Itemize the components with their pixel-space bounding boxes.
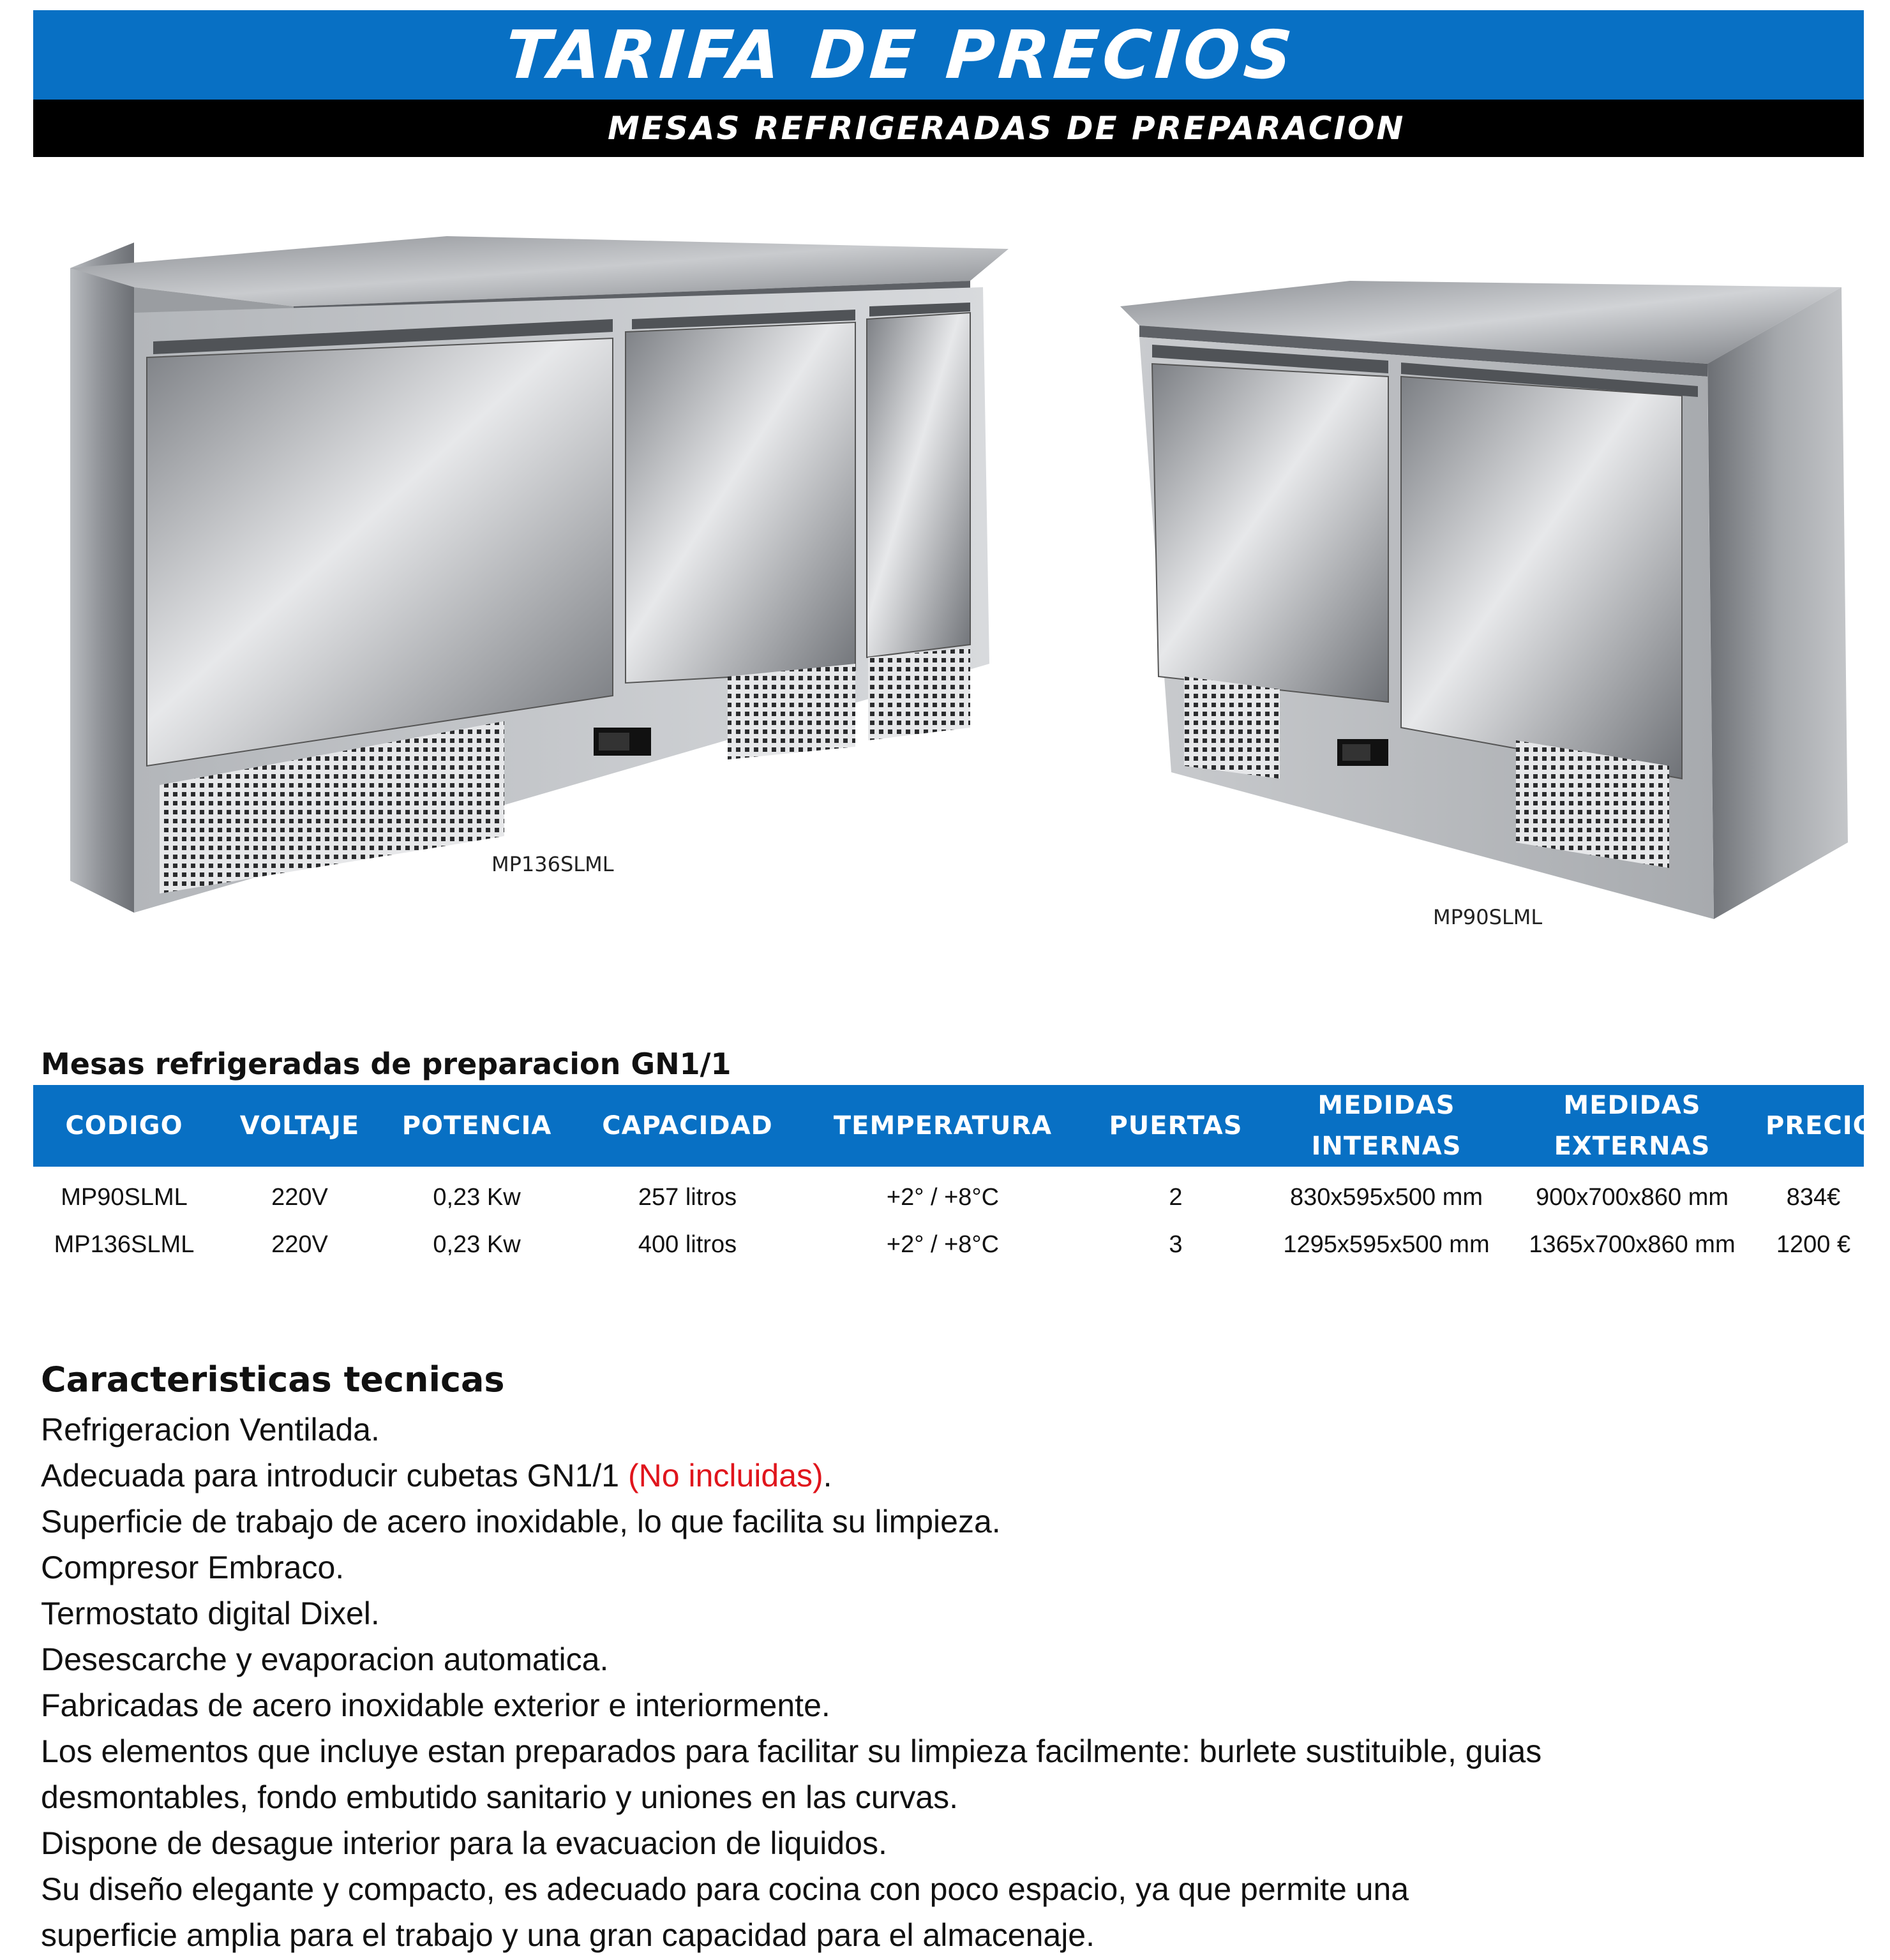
column-header-text: MEDIDAS [1317, 1091, 1455, 1120]
column-header [1501, 1085, 1763, 1167]
column-header-text: CAPACIDAD [602, 1111, 773, 1141]
feature-text: Adecuada para introducir cubetas GN1/1 [41, 1458, 628, 1493]
column-header [569, 1085, 806, 1167]
feature-line: Dispone de desague interior para la evacuacion de liquidos. [41, 1825, 887, 1861]
column-header-text: TEMPERATURA [833, 1111, 1053, 1141]
price-table [33, 1085, 1875, 1268]
column-header [1763, 1085, 1875, 1167]
feature-line: Termostato digital Dixel. [41, 1596, 380, 1631]
table-heading: Mesas refrigeradas de preparacion GN1/1 [41, 1047, 731, 1081]
feature-line: Su diseño elegante y compacto, es adecuado para cocina con poco espacio, ya que permite una [41, 1871, 1409, 1907]
table-cell: 400 litros [638, 1231, 737, 1258]
table-cell: 220V [271, 1231, 328, 1258]
column-header-text: INTERNAS [1311, 1132, 1462, 1161]
table-cell: MP136SLML [54, 1231, 195, 1258]
header-banner [33, 10, 1864, 100]
features-heading: Caracteristicas tecnicas [41, 1359, 505, 1400]
feature-line: Desescarche y evaporacion automatica. [41, 1642, 609, 1677]
feature-line: Compresor Embraco. [41, 1550, 345, 1585]
product-photo-three-door [64, 236, 1009, 932]
table-cell: 3 [1169, 1231, 1183, 1258]
feature-line: Superficie de trabajo de acero inoxidable, lo que facilita su limpieza. [41, 1504, 1001, 1539]
column-header-text: PUERTAS [1109, 1111, 1243, 1141]
feature-line: Los elementos que incluye estan preparados para facilitar su limpieza facilmente: burlete sustituible, guias [41, 1733, 1542, 1769]
feature-line: superficie amplia para el trabajo y una gran capacidad para el almacenaje. [41, 1917, 1095, 1953]
column-header [33, 1085, 215, 1167]
table-cell: 220V [271, 1183, 328, 1211]
feature-line [41, 1453, 1828, 1499]
table-cell: 257 litros [638, 1183, 737, 1211]
table-row [33, 1221, 1864, 1268]
product-photo-two-door [1120, 281, 1848, 925]
table-row [33, 1167, 1864, 1221]
column-header-text: MEDIDAS [1563, 1091, 1701, 1120]
table-cell: 1200 € [1776, 1231, 1851, 1258]
column-header-text: EXTERNAS [1554, 1132, 1711, 1161]
feature-text: . [823, 1458, 832, 1493]
table-cell: +2° / +8°C [886, 1231, 1000, 1258]
column-header [1271, 1085, 1501, 1167]
table-cell: 0,23 Kw [433, 1183, 521, 1211]
table-cell: 0,23 Kw [433, 1231, 521, 1258]
feature-line: Refrigeracion Ventilada. [41, 1412, 380, 1448]
model-label-three-door: MP136SLML [491, 852, 614, 876]
table-cell: 834€ [1786, 1183, 1841, 1211]
table-cell: 900x700x860 mm [1535, 1183, 1729, 1211]
page-subtitle: MESAS REFRIGERADAS DE PREPARACION [608, 110, 1406, 147]
features-list [41, 1407, 1828, 1958]
column-header [806, 1085, 1080, 1167]
column-header-text: CODIGO [65, 1111, 183, 1141]
model-label-two-door: MP90SLML [1433, 905, 1543, 929]
table-body [33, 1167, 1864, 1268]
column-header-text: VOLTAJE [239, 1111, 360, 1141]
table-cell: 830x595x500 mm [1289, 1183, 1483, 1211]
table-cell: 2 [1169, 1183, 1183, 1211]
feature-line: desmontables, fondo embutido sanitario y uniones en las curvas. [41, 1779, 958, 1815]
page-title: TARIFA DE PRECIOS [502, 16, 1298, 94]
table-cell: +2° / +8°C [886, 1183, 1000, 1211]
table-cell: 1365x700x860 mm [1529, 1231, 1736, 1258]
table-cell: MP90SLML [61, 1183, 188, 1211]
column-header-text: POTENCIA [401, 1111, 552, 1141]
feature-line: Fabricadas de acero inoxidable exterior e interiormente. [41, 1687, 830, 1723]
column-header [1080, 1085, 1271, 1167]
subtitle-banner [33, 100, 1864, 157]
column-header [384, 1085, 569, 1167]
column-header [215, 1085, 384, 1167]
table-header-row [33, 1085, 1864, 1167]
table-cell: 1295x595x500 mm [1283, 1231, 1490, 1258]
feature-highlight: (No incluidas) [628, 1458, 823, 1493]
column-header-text: PRECIO [1766, 1111, 1875, 1141]
